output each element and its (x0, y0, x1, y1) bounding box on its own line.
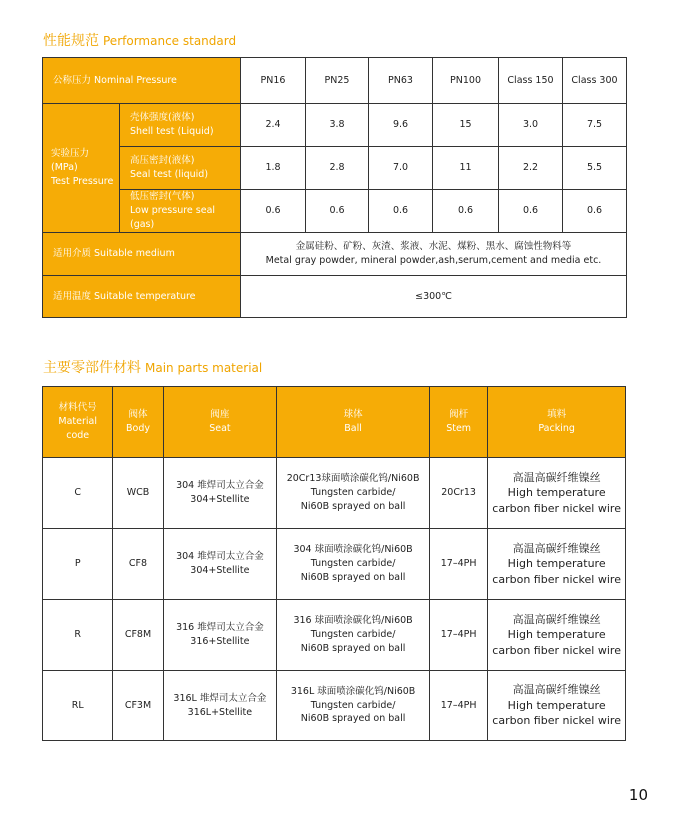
packing-line: carbon fiber nickel wire (492, 714, 621, 728)
header-ball (277, 387, 430, 458)
packing-line: 高温高碳纤维镍丝 (512, 683, 601, 697)
suitable-medium-cn: 金属硅粉、矿粉、灰渣、浆液、水泥、煤粉、黑水、腐蚀性物料等 (295, 241, 572, 253)
nominal-pressure-label: 公称压力 Nominal Pressure (43, 58, 241, 104)
ball-line: Ni60B sprayed on ball (300, 713, 406, 725)
column-header: Class 300 (563, 58, 627, 104)
material-table (42, 386, 626, 741)
header-body (113, 387, 163, 458)
seal-test-row (43, 147, 627, 190)
table-cell: 0.6 (433, 190, 499, 233)
table-cell: 2.8 (306, 147, 369, 190)
table-cell: 15 (433, 104, 499, 147)
suitable-medium-row (43, 233, 627, 276)
packing-material (488, 458, 626, 529)
table-cell: 11 (433, 147, 499, 190)
row-label (120, 190, 241, 233)
header-cn: 填料 (547, 409, 567, 421)
row-label-en: Low pressure seal (gas) (130, 205, 216, 230)
ball-line: Ni60B sprayed on ball (300, 571, 406, 583)
packing-material (488, 671, 626, 741)
table-cell: 0.6 (563, 190, 627, 233)
material-title-en: Main parts material (145, 361, 263, 375)
table-row (43, 600, 626, 671)
seat-line: 304 堆焊司太立合金 (176, 551, 264, 563)
row-label-en: Seal test (liquid) (130, 169, 209, 180)
seat-material (163, 458, 277, 529)
packing-line: High temperature (507, 557, 606, 571)
material-code: RL (43, 671, 113, 741)
stem-material: 20Cr13 (429, 458, 487, 529)
table-cell: 2.4 (241, 104, 306, 147)
test-pressure-en: Test Pressure (51, 175, 114, 187)
test-pressure-cn: 实验压力 (51, 148, 90, 160)
body-material: CF3M (113, 671, 163, 741)
packing-material (488, 529, 626, 600)
table-cell: 3.0 (499, 104, 563, 147)
suitable-temperature-row (43, 276, 627, 318)
ball-material (277, 458, 430, 529)
page-number: 10 (628, 786, 648, 804)
row-label-cn: 低压密封(气体) (130, 191, 195, 203)
ball-line: Tungsten carbide/ (310, 629, 396, 641)
table-cell: 3.8 (306, 104, 369, 147)
seat-line: 316L 堆焊司太立合金 (173, 692, 267, 704)
test-pressure-label (43, 104, 120, 233)
table-cell: 2.2 (499, 147, 563, 190)
test-pressure-unit: (MPa) (51, 162, 78, 174)
material-code: P (43, 529, 113, 600)
stem-material: 17–4PH (429, 671, 487, 741)
header-en: Material code (58, 416, 97, 441)
ball-line: 20Cr13球面喷涂碳化钨/Ni60B (286, 473, 420, 485)
body-material: WCB (113, 458, 163, 529)
packing-material (488, 600, 626, 671)
table-cell: 0.6 (241, 190, 306, 233)
suitable-temperature-value: ≤300℃ (241, 276, 627, 318)
packing-line: 高温高碳纤维镍丝 (512, 470, 601, 484)
column-header: PN16 (241, 58, 306, 104)
header-en: Ball (344, 423, 362, 434)
table-cell: 0.6 (306, 190, 369, 233)
packing-line: High temperature (507, 698, 606, 712)
performance-title-cn: 性能规范 (43, 33, 99, 49)
row-label-en: Shell test (Liquid) (130, 126, 214, 137)
body-material: CF8M (113, 600, 163, 671)
packing-line: carbon fiber nickel wire (492, 572, 621, 586)
row-label (120, 104, 241, 147)
row-label (120, 147, 241, 190)
ball-line: 316L 球面喷涂碳化钨/Ni60B (290, 685, 416, 697)
header-stem (429, 387, 487, 458)
header-cn: 阀座 (210, 409, 230, 421)
packing-line: 高温高碳纤维镍丝 (512, 612, 601, 626)
ball-line: Tungsten carbide/ (310, 558, 396, 570)
header-cn: 阀体 (128, 409, 148, 421)
table-cell: 0.6 (369, 190, 433, 233)
table-cell: 7.5 (563, 104, 627, 147)
table-row (43, 529, 626, 600)
seat-line: 316L+Stellite (187, 706, 253, 718)
suitable-medium-en: Metal gray powder, mineral powder,ash,serum,cement and media etc. (265, 255, 602, 266)
ball-material (277, 671, 430, 741)
header-cn: 材料代号 (58, 402, 97, 414)
column-header: PN25 (306, 58, 369, 104)
row-label-cn: 壳体强度(液体) (130, 112, 195, 124)
header-cn: 球体 (343, 409, 363, 421)
header-packing (488, 387, 626, 458)
table-cell: 0.6 (499, 190, 563, 233)
low-pressure-seal-row (43, 190, 627, 233)
material-code: R (43, 600, 113, 671)
suitable-medium-value (241, 233, 627, 276)
nominal-pressure-row (43, 58, 627, 104)
header-en: Body (125, 423, 150, 434)
material-header-row (43, 387, 626, 458)
seat-line: 316+Stellite (190, 636, 250, 647)
seat-material (163, 529, 277, 600)
seat-material (163, 671, 277, 741)
ball-line: Ni60B sprayed on ball (300, 642, 406, 654)
ball-line: 304 球面喷涂碳化钨/Ni60B (293, 544, 413, 556)
header-en: Stem (446, 423, 472, 434)
row-label-cn: 高压密封(液体) (130, 155, 195, 167)
seat-line: 304+Stellite (190, 494, 250, 505)
seat-line: 304+Stellite (190, 565, 250, 576)
header-material-code (43, 387, 113, 458)
suitable-temperature-label: 适用温度 Suitable temperature (43, 276, 241, 318)
seat-line: 316 堆焊司太立合金 (176, 622, 264, 634)
header-cn: 阀杆 (449, 409, 469, 421)
packing-line: 高温高碳纤维镍丝 (512, 541, 601, 555)
table-row (43, 671, 626, 741)
column-header: PN100 (433, 58, 499, 104)
table-cell: 1.8 (241, 147, 306, 190)
packing-line: carbon fiber nickel wire (492, 643, 621, 657)
ball-line: 316 球面喷涂碳化钨/Ni60B (293, 615, 413, 627)
column-header: PN63 (369, 58, 433, 104)
column-header: Class 150 (499, 58, 563, 104)
performance-title-en: Performance standard (103, 34, 237, 48)
ball-material (277, 600, 430, 671)
body-material: CF8 (113, 529, 163, 600)
table-cell: 5.5 (563, 147, 627, 190)
ball-line: Tungsten carbide/ (310, 699, 396, 711)
performance-table (42, 57, 627, 318)
table-cell: 9.6 (369, 104, 433, 147)
header-en: Seat (209, 423, 231, 434)
seat-material (163, 600, 277, 671)
shell-test-row (43, 104, 627, 147)
suitable-medium-label: 适用介质 Suitable medium (43, 233, 241, 276)
ball-material (277, 529, 430, 600)
table-row (43, 458, 626, 529)
ball-line: Tungsten carbide/ (310, 487, 396, 499)
header-seat (163, 387, 277, 458)
seat-line: 304 堆焊司太立合金 (176, 480, 264, 492)
stem-material: 17–4PH (429, 529, 487, 600)
packing-line: carbon fiber nickel wire (492, 501, 621, 515)
table-cell: 7.0 (369, 147, 433, 190)
packing-line: High temperature (507, 486, 606, 500)
stem-material: 17–4PH (429, 600, 487, 671)
header-en: Packing (538, 423, 575, 434)
ball-line: Ni60B sprayed on ball (300, 500, 406, 512)
material-title-cn: 主要零部件材料 (43, 360, 141, 376)
packing-line: High temperature (507, 628, 606, 642)
material-title (43, 357, 262, 377)
material-code: C (43, 458, 113, 529)
performance-title (43, 30, 236, 50)
